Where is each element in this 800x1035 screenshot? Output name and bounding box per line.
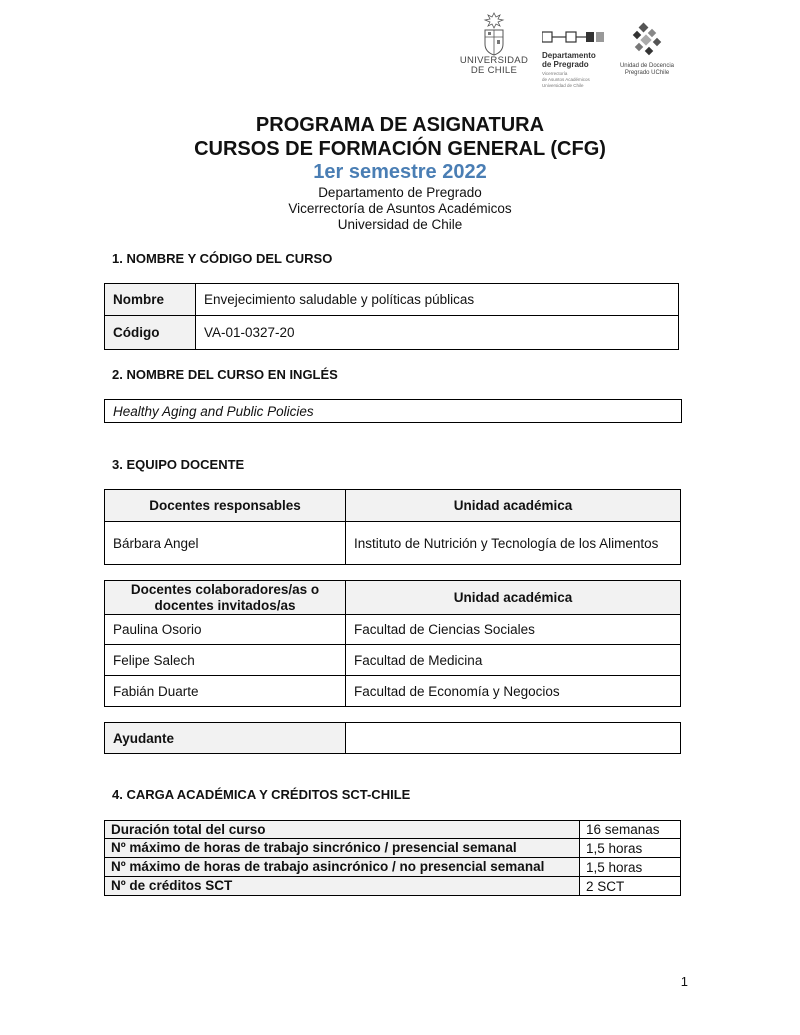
table-row [105,877,681,896]
table-header-row [105,581,681,615]
department-line: Departamento de Pregrado [318,185,482,200]
docente-unit: Facultad de Ciencias Sociales [346,615,681,645]
row-label: Código [105,316,196,350]
vicerrectoria-line: Vicerrectoría de Asuntos Académicos [288,201,512,216]
uchile-seal-icon [481,12,507,56]
docente-name: Felipe Salech [105,645,346,676]
dept-logo-text: Departamento [542,51,596,60]
dept-logo-small-text: Universidad de Chile [542,83,584,88]
table-row [105,615,681,645]
docente-name: Paulina Osorio [105,615,346,645]
ayudante-value [346,723,681,754]
carga-academica-table [104,820,681,896]
unidad-docencia-logo [616,22,678,77]
row-value: VA-01-0327-20 [196,316,679,350]
colaboradores-table [104,580,681,707]
row-value: 2 SCT [580,877,681,896]
table-row [105,522,681,565]
english-name-table [104,399,682,423]
row-value: 16 semanas [580,821,681,839]
responsables-table [104,489,681,565]
row-value: 1,5 horas [580,858,681,877]
unidad-logo-text: Unidad de Docencia [619,63,675,69]
section-4-heading: 4. CARGA ACADÉMICA Y CRÉDITOS SCT-CHILE [112,787,411,802]
column-header: Unidad académica [346,581,681,615]
section-3-heading: 3. EQUIPO DOCENTE [112,457,245,472]
dept-logo-small-text: Vicerrectoría [542,71,568,76]
ayudante-table [104,722,681,754]
table-row [105,858,681,877]
universidad-de-chile-logo [458,12,530,76]
row-label: Nº de créditos SCT [105,877,580,896]
table-row [105,723,681,754]
column-header: Docentes responsables [105,490,346,522]
row-value: Envejecimiento saludable y políticas públicas [196,284,679,316]
row-value: 1,5 horas [580,839,681,858]
english-course-name: Healthy Aging and Public Policies [105,400,682,423]
ayudante-label: Ayudante [105,723,346,754]
row-label: Duración total del curso [105,821,580,839]
section-1-heading: 1. NOMBRE Y CÓDIGO DEL CURSO [112,251,333,266]
dept-logo-icon [542,30,606,44]
dept-logo-small-text: de Asuntos Académicos [542,77,590,82]
unidad-logo-text: Pregrado UChile [624,70,670,76]
docente-unit: Facultad de Medicina [346,645,681,676]
semester-label: 1er semestre 2022 [313,161,487,183]
docente-unit: Facultad de Economía y Negocios [346,676,681,707]
section-2-heading: 2. NOMBRE DEL CURSO EN INGLÉS [112,367,338,382]
table-row [105,676,681,707]
unidad-docencia-icon [630,22,664,58]
column-header: Docentes colaboradores/as o docentes invitados/as [105,581,346,615]
row-label: Nº máximo de horas de trabajo sincrónico / presencial semanal [105,839,580,858]
docente-name: Bárbara Angel [105,522,346,565]
header-logos [450,12,690,90]
table-row [105,316,679,350]
document-title: PROGRAMA DE ASIGNATURA [255,114,545,136]
document-subtitle: CURSOS DE FORMACIÓN GENERAL (CFG) [194,138,606,160]
course-name-table [104,283,679,350]
dept-logo-text: de Pregrado [542,60,589,69]
university-line: Universidad de Chile [337,217,463,232]
page-number: 1 [680,974,688,989]
table-row [105,839,681,858]
table-row [105,284,679,316]
row-label: Nº máximo de horas de trabajo asincrónico / no presencial semanal [105,858,580,877]
uchile-logo-text: UNIVERSIDAD [459,55,529,66]
row-label: Nombre [105,284,196,316]
table-row [105,645,681,676]
table-row [105,821,681,839]
departamento-pregrado-logo [542,30,612,89]
table-header-row [105,490,681,522]
column-header: Unidad académica [346,490,681,522]
docente-unit: Instituto de Nutrición y Tecnología de los Alimentos [346,522,681,565]
table-row [105,400,682,423]
uchile-logo-text: DE CHILE [470,65,518,76]
docente-name: Fabián Duarte [105,676,346,707]
